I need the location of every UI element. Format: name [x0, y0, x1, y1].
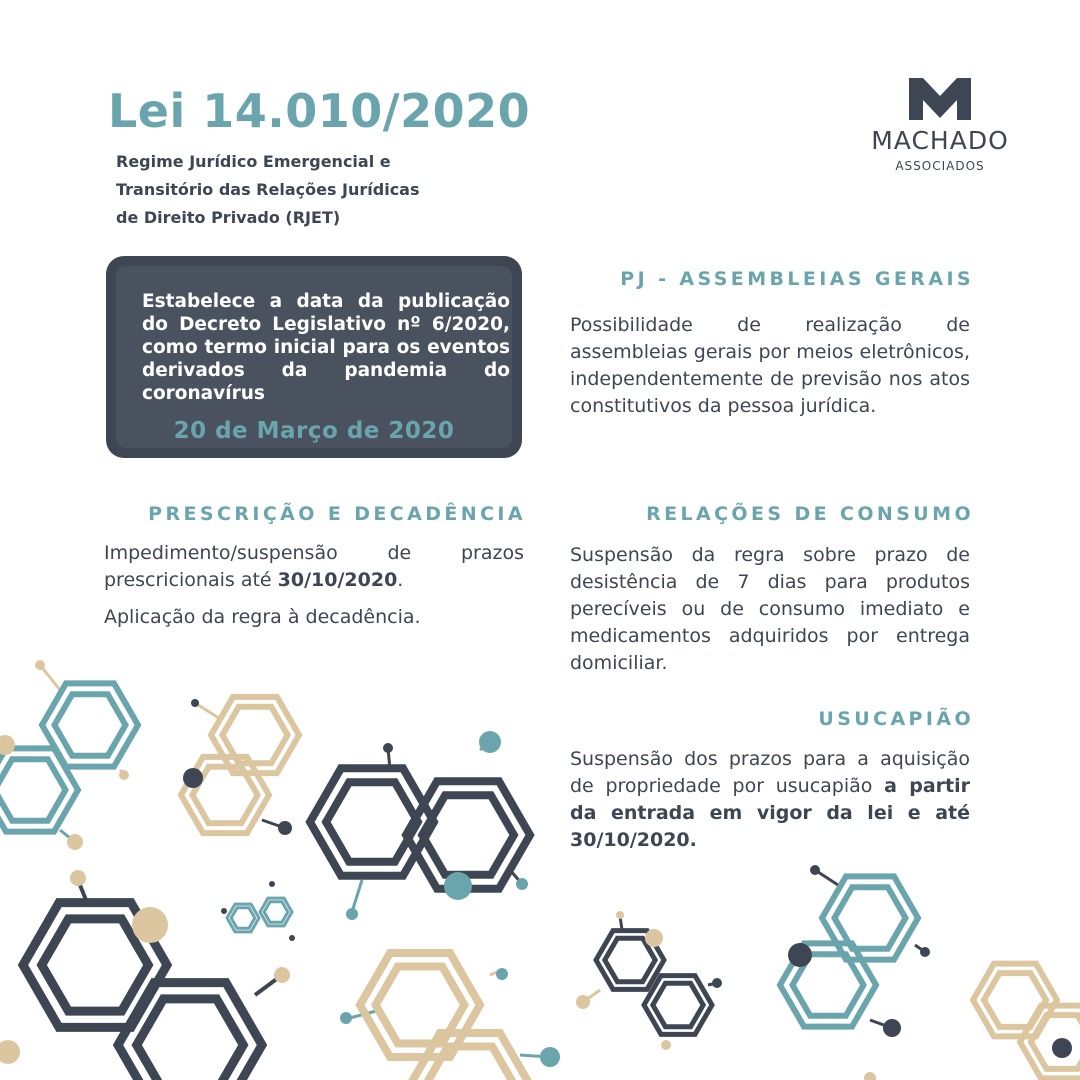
bond-line	[350, 1010, 380, 1018]
hexagon-ring	[822, 876, 918, 959]
atom-dot	[1052, 1038, 1072, 1058]
bond-line	[915, 945, 925, 952]
atom-dot	[269, 881, 275, 887]
hexagon-ring	[181, 757, 269, 833]
text-segment: .	[397, 569, 404, 591]
logo-mark-icon	[909, 78, 971, 120]
atom-dot	[0, 735, 15, 755]
atom-dot	[35, 660, 45, 670]
atom-dot	[346, 908, 358, 920]
highlight-box	[106, 256, 522, 458]
bond-line	[388, 748, 390, 770]
bond-line	[60, 830, 75, 842]
atom-dot	[645, 929, 663, 947]
atom-dot	[661, 1040, 671, 1050]
bond-line	[40, 665, 60, 690]
atom-dot	[0, 1040, 20, 1064]
atom-dot	[576, 995, 590, 1009]
atom-dot	[883, 1019, 901, 1037]
logo-name: MACHADO	[871, 126, 1009, 155]
bond-line	[262, 820, 285, 828]
highlight-text: Estabelece a data da publicação do Decreto Legislativo nº 6/2020, como termo inicial para os eventos derivados da pandemia do coronavírus	[142, 291, 510, 404]
bond-line	[352, 880, 362, 912]
atom-dot	[479, 731, 501, 753]
bond-line	[480, 742, 490, 750]
section-heading-consumo: RELAÇÕES DE CONSUMO	[646, 503, 974, 525]
atom-dot	[496, 968, 508, 980]
atom-dot	[810, 865, 820, 875]
page-subtitle	[116, 148, 436, 232]
section-text-consumo: Suspensão da regra sobre prazo de desistência de 7 dias para produtos perecíveis ou de consumo imediato e medicamentos adquiridos por entrega domiciliar.	[570, 544, 970, 674]
subtitle-line: Transitório das Relações Jurídicas	[116, 180, 420, 199]
bond-line	[510, 870, 522, 884]
atom-dot	[712, 978, 722, 988]
atom-dot	[616, 911, 624, 919]
hexagon-ring	[42, 683, 138, 766]
atom-dot	[516, 878, 528, 890]
atom-dot	[920, 947, 930, 957]
hexagon-ring	[360, 953, 480, 1057]
bond-line	[520, 1055, 550, 1057]
bond-line	[120, 770, 125, 775]
bond-line	[583, 990, 600, 1002]
subtitle-line: de Direito Privado (RJET)	[116, 208, 341, 227]
subtitle-line: Regime Jurídico Emergencial e	[116, 152, 391, 171]
atom-dot	[67, 834, 83, 850]
section-heading-prescricao: PRESCRIÇÃO E DECADÊNCIA	[148, 503, 526, 525]
text-segment: Impedimento/suspensão de prazos prescricionais até	[104, 542, 524, 591]
hexagon-ring	[260, 898, 292, 926]
bond-line	[815, 870, 838, 885]
hexagon-ring	[1020, 1006, 1080, 1079]
bond-line	[195, 703, 222, 720]
bond-line	[708, 983, 717, 985]
atom-dot	[444, 872, 472, 900]
text-bold-period: a partir da entrada em vigor da lei e até 30/10/2020.	[570, 775, 970, 851]
section-text-decadencia: Aplicação da regra à decadência.	[104, 606, 421, 628]
logo-subtitle: ASSOCIADOS	[895, 159, 985, 173]
highlight-inner-panel	[116, 266, 512, 448]
atom-dot	[864, 1072, 876, 1080]
atom-dot	[119, 770, 129, 780]
atom-dot	[278, 821, 292, 835]
text-bold-date: 30/10/2020	[277, 569, 398, 591]
hexagon-ring	[310, 768, 434, 875]
hexagon-ring	[780, 943, 876, 1026]
hexagon-ring	[406, 781, 530, 888]
section-text-pj: Possibilidade de realização de assembleias gerais por meios eletrônicos, independentemente de previsão nos atos constitutivos da pessoa jurídica.	[570, 314, 970, 417]
atom-dot	[191, 699, 199, 707]
hexagon-ring	[118, 983, 262, 1080]
section-text-usucapiao	[570, 746, 970, 854]
bond-line	[620, 916, 622, 930]
bond-line	[870, 1020, 892, 1028]
atom-dot	[132, 907, 168, 943]
hexagon-ring	[596, 931, 664, 990]
hexagon-ring	[23, 903, 167, 1028]
atom-dot	[540, 1047, 560, 1067]
atom-dot	[340, 1012, 352, 1024]
highlight-date: 20 de Março de 2020	[173, 418, 455, 444]
atom-dot	[274, 967, 290, 983]
company-logo	[870, 78, 1010, 173]
atom-dot	[221, 908, 227, 914]
page-title: Lei 14.010/2020	[108, 84, 531, 138]
atom-dot	[70, 870, 86, 886]
hexagon-ring	[644, 976, 712, 1035]
section-heading-usucapiao: USUCAPIÃO	[818, 708, 974, 730]
text-segment: Suspensão dos prazos para a aquisição de propriedade por usucapião	[570, 748, 970, 797]
hexagon-ring	[410, 1033, 530, 1080]
atom-dot	[289, 935, 295, 941]
bond-line	[490, 970, 502, 975]
hexagon-ring	[0, 748, 78, 831]
bond-line	[78, 880, 86, 900]
atom-dot	[383, 743, 393, 753]
hexagon-ring	[211, 697, 299, 773]
atom-dot	[183, 768, 203, 788]
section-heading-pj: PJ - ASSEMBLEIAS GERAIS	[620, 268, 974, 290]
hexagon-ring	[227, 904, 259, 932]
section-text-prescricao	[104, 540, 524, 594]
bond-line	[255, 975, 282, 995]
hexagon-ring	[973, 964, 1057, 1037]
atom-dot	[788, 943, 812, 967]
